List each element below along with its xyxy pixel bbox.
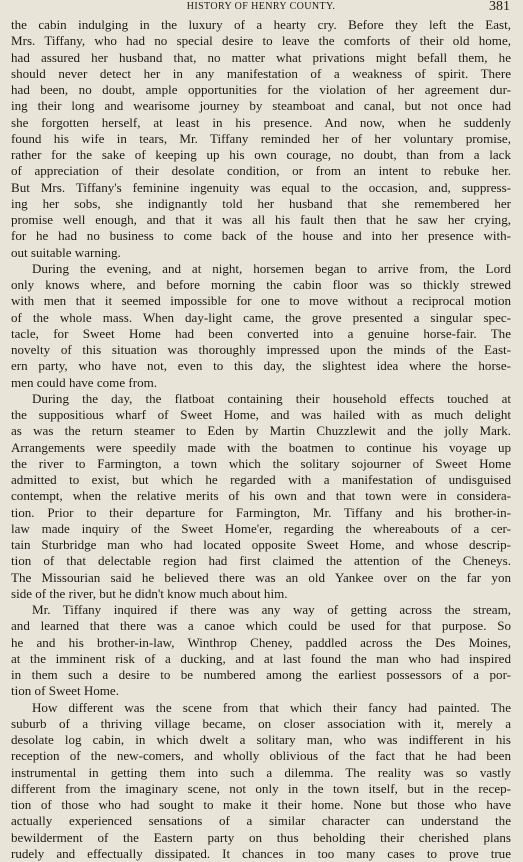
text-line: of appreciation of their desolate condition, or from an intent to rebuke her. bbox=[11, 163, 511, 179]
text-line: ern party, who have not, even to this day, the slightest idea where the horse- bbox=[11, 358, 511, 374]
text-line: the cabin indulging in the luxury of a hearty cry. Before they left the East, bbox=[11, 17, 511, 33]
text-line: tion of those who had sought to make it their home. None but those who have bbox=[11, 797, 511, 813]
text-line: of the whole mass. When day-light came, the grove presented a singular spec- bbox=[11, 310, 511, 326]
text-line: Arrangements were speedily made with the boatmen to continue his voyage up bbox=[11, 440, 511, 456]
paragraph bbox=[11, 602, 511, 700]
text-line: contempt, when the relative merits of his own and that town were in considera- bbox=[11, 488, 511, 504]
text-line: promise well enough, and that it was all his fault then that he saw her crying, bbox=[11, 212, 511, 228]
text-line: suburb of a thriving village became, on closer association with it, merely a bbox=[11, 716, 511, 732]
text-line: found his wife in tears, Mr. Tiffany reminded her of her voluntary promise, bbox=[11, 131, 511, 147]
text-line: the river to Farmington, a town which the solitary sojourner of Sweet Home bbox=[11, 456, 511, 472]
text-line: side of the river, but he didn't know much about him. bbox=[11, 586, 511, 602]
text-line: he and his brother-in-law, Winthrop Cheney, paddled across the Des Moines, bbox=[11, 635, 511, 651]
paragraph bbox=[11, 700, 511, 862]
text-line: Mrs. Tiffany, who had no special desire to leave the comforts of their old home, bbox=[11, 33, 511, 49]
text-line: tacle, for Sweet Home had been converted into a genuine horse-fair. The bbox=[11, 326, 511, 342]
text-line: During the evening, and at night, horsemen began to arrive from, the Lord bbox=[11, 261, 511, 277]
paragraph bbox=[11, 391, 511, 602]
text-line: ing her sobs, she indignantly told her husband that she remembered her bbox=[11, 196, 511, 212]
paragraph bbox=[11, 261, 511, 391]
text-line: at the imminent risk of a ducking, and at last found the man who had inspired bbox=[11, 651, 511, 667]
text-line: bewilderment of the Eastern party on thus beholding their cherished plans bbox=[11, 830, 511, 846]
text-line: desolate log cabin, in which dwelt a solitary man, who was indifferent in his bbox=[11, 732, 511, 748]
text-line: different from the imaginary scene, not only in the town itself, but in the recep- bbox=[11, 781, 511, 797]
text-line: The Missourian said he believed there was an old Yankee over on the far yon bbox=[11, 570, 511, 586]
text-line: as was the return steamer to Eden by Martin Chuzzlewit and the jolly Mark. bbox=[11, 423, 511, 439]
text-line: ing their long and wearisome journey by steamboat and canal, but not once had bbox=[11, 98, 511, 114]
text-line: and learned that there was a canoe which could be used for that purpose. So bbox=[11, 618, 511, 634]
paragraph bbox=[11, 17, 511, 261]
text-line: admitted to exist, but which he regarded with a manifestation of undisguised bbox=[11, 472, 511, 488]
text-line: only knows where, and before morning the cabin floor was so thickly strewed bbox=[11, 277, 511, 293]
text-line: tain Sturbridge man who had located opposite Sweet Home, and whose descrip- bbox=[11, 537, 511, 553]
text-line: actually experienced sensations of a similar character can understand the bbox=[11, 813, 511, 829]
body-text bbox=[11, 17, 511, 862]
text-line: had been, no doubt, ample opportunities for the violation of her agreement dur- bbox=[11, 82, 511, 98]
text-line: instrumental in getting them into such a dilemma. The reality was so vastly bbox=[11, 765, 511, 781]
text-line: out suitable warning. bbox=[11, 245, 511, 261]
text-line: During the day, the flatboat containing their household effects touched at bbox=[11, 391, 511, 407]
text-line: How different was the scene from that which their fancy had painted. The bbox=[11, 700, 511, 716]
running-title: HISTORY OF HENRY COUNTY. bbox=[11, 1, 511, 12]
text-line: reception of the new-comers, and wholly oblivious of the fact that he had been bbox=[11, 748, 511, 764]
text-line: with men that it seemed impossible for one to move without a reciprocal motion bbox=[11, 293, 511, 309]
text-line: tion of Sweet Home. bbox=[11, 683, 511, 699]
text-line: rather for the sake of keeping up his own courage, no doubt, than from a lack bbox=[11, 147, 511, 163]
text-line: the suppositious wharf of Sweet Home, and was hailed with as much delight bbox=[11, 407, 511, 423]
text-line: should never detect her in any manifestation of a weakness of spirit. There bbox=[11, 66, 511, 82]
text-line: Mr. Tiffany inquired if there was any way of getting across the stream, bbox=[11, 602, 511, 618]
text-line: in them such a desire to be numbered among the earliest possessors of a por- bbox=[11, 667, 511, 683]
text-line: tion of that delectable region had first claimed the attention of the Cheneys. bbox=[11, 553, 511, 569]
text-line: novelty of this situation was thoroughly impressed upon the minds of the East- bbox=[11, 342, 511, 358]
text-line: tion. Prior to their departure for Farmington, Mr. Tiffany and his brother-in- bbox=[11, 505, 511, 521]
page-number: 381 bbox=[489, 0, 510, 15]
running-header bbox=[11, 0, 511, 15]
text-line: But Mrs. Tiffany's feminine ingenuity was equal to the occasion, and, suppress- bbox=[11, 180, 511, 196]
text-line: men could have come from. bbox=[11, 375, 511, 391]
text-line: rudely and effectually dissipated. It chances in too many cases to prove true bbox=[11, 846, 511, 862]
text-line: for he had no business to come back of the house and into her presence with- bbox=[11, 228, 511, 244]
text-line: she forgotten herself, at least in his presence. And now, when he suddenly bbox=[11, 115, 511, 131]
text-line: law made inquiry of the Sweet Home'er, regarding the whereabouts of a cer- bbox=[11, 521, 511, 537]
text-line: had assured her husband that, no matter what privations might befall them, he bbox=[11, 50, 511, 66]
